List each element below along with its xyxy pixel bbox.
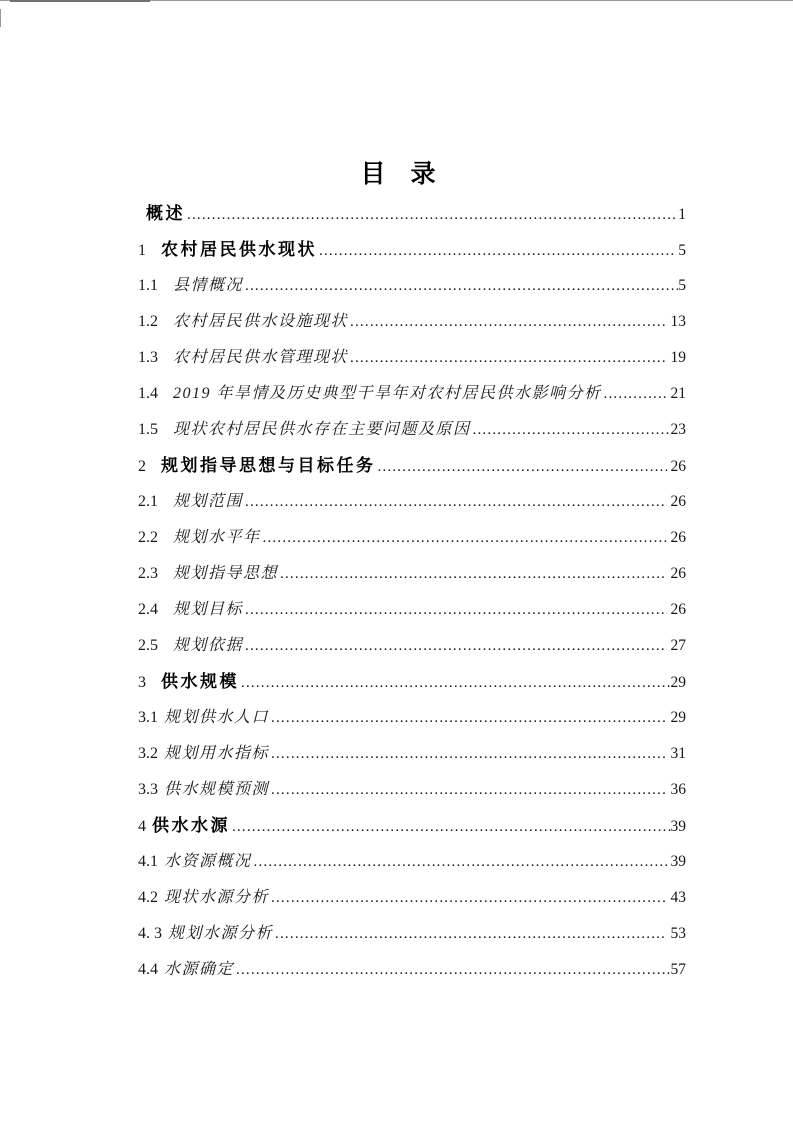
toc-entry-label: 规划依据 (173, 637, 244, 654)
toc-leader-dots (350, 340, 667, 376)
toc-entry-page: 39 (666, 853, 686, 870)
toc-entry-number: 4 (138, 818, 146, 835)
toc-entry-number: 1.1 (138, 277, 158, 294)
toc-leader-dots (241, 665, 671, 701)
toc-entry-number: 4. 3 (138, 925, 162, 942)
toc-leader-dots (378, 449, 667, 485)
toc-entry-label: 现状农村居民供水存在主要问题及原因 (173, 421, 471, 438)
toc-entry[interactable] (138, 772, 686, 808)
toc-entry-page: 26 (666, 565, 686, 582)
toc-leader-dots (236, 952, 670, 988)
toc-entry[interactable] (138, 304, 686, 340)
toc-leader-dots (245, 628, 667, 664)
toc-entry-page: 57 (670, 961, 686, 978)
toc-entry-page: 29 (666, 709, 686, 726)
toc-entry[interactable] (138, 196, 686, 232)
toc-entry-label: 现状水源分析 (164, 889, 270, 906)
toc-title: 目 录 (360, 160, 436, 188)
toc-entry-number: 2.4 (138, 601, 158, 618)
toc-leader-dots (245, 268, 678, 304)
toc-entry-label: 规划指导思想与目标任务 (161, 456, 376, 475)
toc-list (138, 196, 686, 988)
toc-entry-label: 规划目标 (173, 601, 244, 618)
toc-entry-number: 1.2 (138, 313, 158, 330)
toc-leader-dots (350, 304, 667, 340)
toc-entry-label: 规划指导思想 (173, 565, 279, 582)
toc-entry-label: 供水规模预测 (164, 781, 270, 798)
toc-entry-number: 4.4 (138, 961, 158, 978)
toc-entry-label: 2019 年旱情及历史典型干旱年对农村居民供水影响分析 (173, 385, 602, 402)
toc-leader-dots (187, 197, 678, 233)
toc-entry[interactable] (138, 844, 686, 880)
toc-entry-label: 概述 (146, 204, 185, 223)
toc-entry[interactable] (138, 232, 686, 268)
toc-entry-number: 3.1 (138, 709, 158, 726)
toc-entry-number: 4.1 (138, 853, 158, 870)
toc-leader-dots (473, 412, 671, 448)
toc-entry-page: 36 (666, 781, 686, 798)
toc-entry-number: 4.2 (138, 889, 158, 906)
toc-entry[interactable] (138, 736, 686, 772)
toc-content (138, 0, 686, 988)
toc-entry-page: 26 (666, 493, 686, 510)
toc-entry-label: 水源确定 (164, 961, 235, 978)
toc-entry-page: 26 (666, 458, 686, 475)
toc-entry[interactable] (138, 268, 686, 304)
toc-entry-page: 39 (670, 818, 686, 835)
toc-entry[interactable] (138, 952, 686, 988)
toc-entry-page: 1 (678, 206, 686, 223)
toc-entry-page: 26 (666, 529, 686, 546)
toc-entry[interactable] (138, 916, 686, 952)
toc-entry-page: 31 (666, 745, 686, 762)
toc-entry-page: 5 (674, 242, 686, 259)
toc-entry-number: 3.3 (138, 781, 158, 798)
toc-entry-page: 29 (670, 674, 686, 691)
toc-entry-label: 供水规模 (161, 672, 239, 691)
toc-entry-page: 43 (666, 889, 686, 906)
toc-entry[interactable] (138, 880, 686, 916)
toc-entry-label: 水资源概况 (164, 853, 252, 870)
toc-entry-page: 53 (666, 925, 686, 942)
toc-entry-number: 2.1 (138, 493, 158, 510)
toc-entry[interactable] (138, 664, 686, 700)
toc-entry-number: 1.5 (138, 421, 158, 438)
toc-entry[interactable] (138, 448, 686, 484)
toc-entry-label: 农村居民供水管理现状 (173, 349, 349, 366)
toc-entry[interactable] (138, 484, 686, 520)
toc-leader-dots (232, 809, 671, 845)
toc-entry-page: 13 (666, 313, 686, 330)
toc-entry-page: 26 (666, 601, 686, 618)
toc-entry[interactable] (138, 556, 686, 592)
toc-entry[interactable] (138, 412, 686, 448)
toc-leader-dots (271, 700, 667, 736)
toc-leader-dots (271, 736, 667, 772)
toc-entry-number: 1 (138, 242, 146, 259)
toc-leader-dots (245, 484, 667, 520)
toc-entry-number: 1.4 (138, 385, 158, 402)
toc-entry-number: 2.2 (138, 529, 158, 546)
toc-entry-number: 3.2 (138, 745, 158, 762)
toc-entry-page: 27 (666, 637, 686, 654)
toc-entry-label: 规划水平年 (173, 529, 261, 546)
toc-entry-label: 农村居民供水设施现状 (173, 313, 349, 330)
toc-entry-label: 农村居民供水现状 (161, 240, 317, 259)
toc-entry-page: 19 (666, 349, 686, 366)
scan-edge-left-tick (0, 9, 1, 27)
toc-entry-label: 供水水源 (152, 816, 230, 835)
toc-entry-label: 县情概况 (173, 277, 244, 294)
toc-entry-page: 21 (666, 385, 686, 402)
toc-leader-dots (271, 880, 667, 916)
toc-leader-dots (319, 233, 674, 269)
toc-entry-label: 规划用水指标 (164, 745, 270, 762)
toc-entry[interactable] (138, 376, 686, 412)
toc-entry-number: 1.3 (138, 349, 158, 366)
toc-entry-number: 2.5 (138, 637, 158, 654)
toc-entry-number: 2.3 (138, 565, 158, 582)
toc-entry[interactable] (138, 520, 686, 556)
toc-leader-dots (245, 592, 667, 628)
toc-leader-dots (254, 844, 667, 880)
toc-leader-dots (604, 376, 667, 412)
toc-leader-dots (271, 772, 667, 808)
toc-entry-label: 规划水源分析 (168, 925, 274, 942)
toc-leader-dots (275, 916, 667, 952)
toc-entry-number: 2 (138, 458, 146, 475)
toc-entry-page: 23 (670, 421, 686, 438)
toc-entry[interactable] (138, 340, 686, 376)
toc-entry-label: 规划范围 (173, 493, 244, 510)
toc-entry[interactable] (138, 592, 686, 628)
toc-entry[interactable] (138, 628, 686, 664)
toc-leader-dots (263, 520, 667, 556)
toc-leader-dots (280, 556, 667, 592)
toc-entry[interactable] (138, 700, 686, 736)
toc-entry-label: 规划供水人口 (164, 709, 270, 726)
toc-entry[interactable] (138, 808, 686, 844)
toc-entry-page: 5 (678, 277, 686, 294)
toc-entry-number: 3 (138, 674, 146, 691)
